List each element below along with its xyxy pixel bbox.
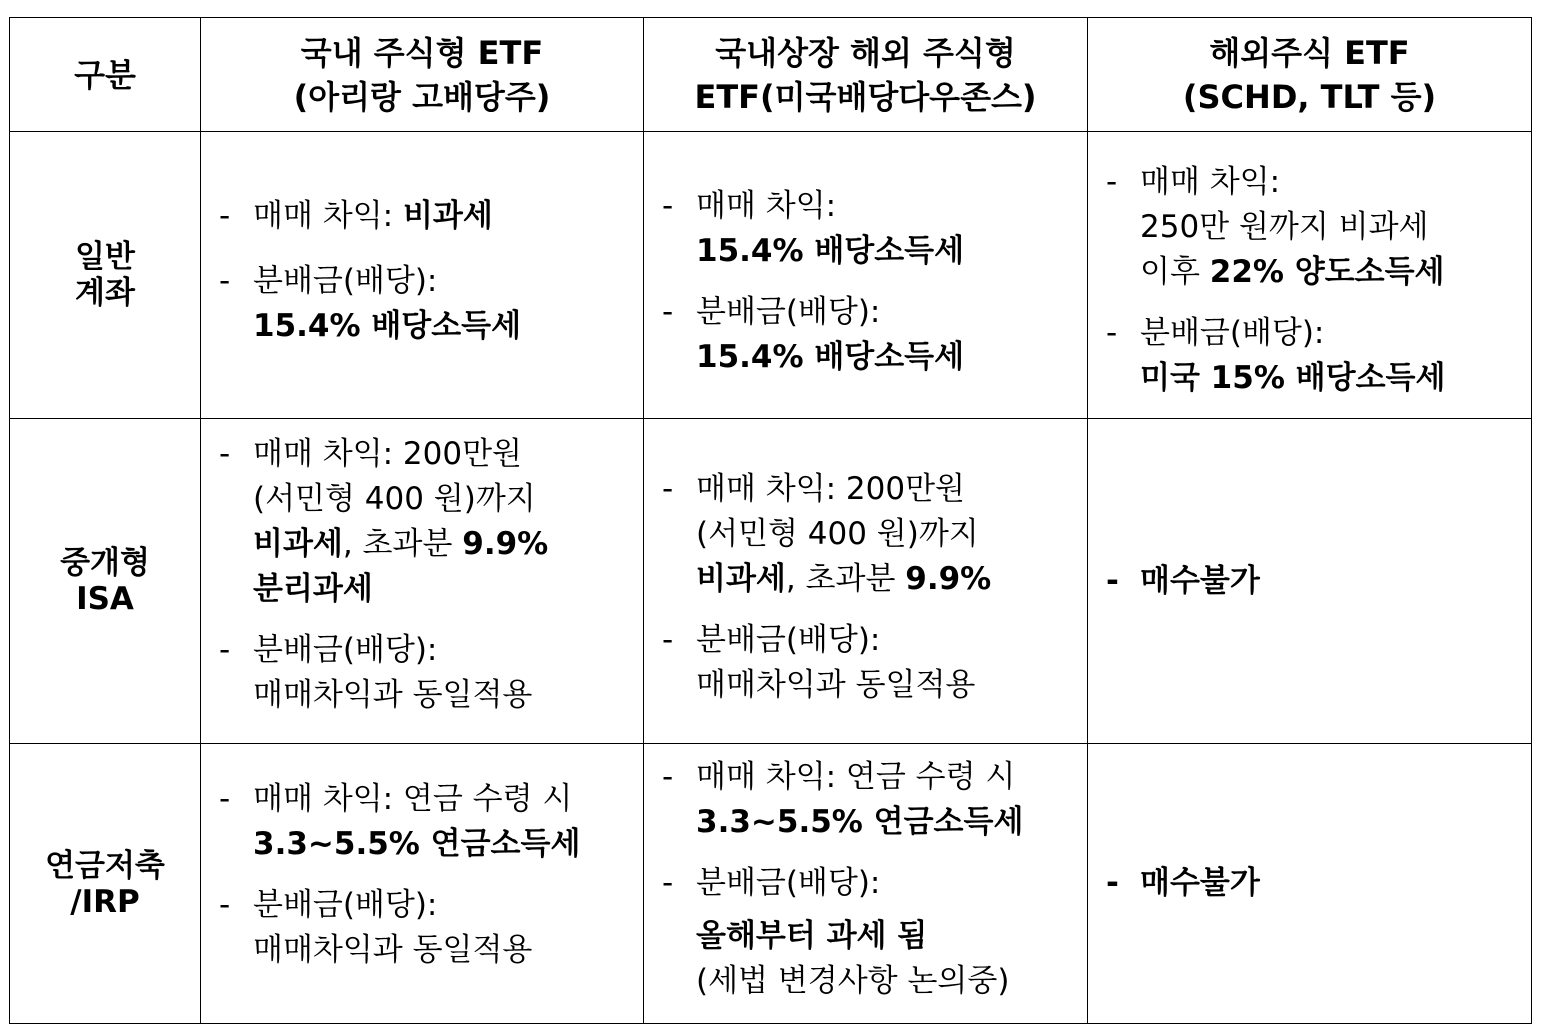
not-purchasable-text: 매수불가 xyxy=(1140,562,1260,599)
trade-line2-bold: 3.3~5.5% 연금소득세 xyxy=(253,826,581,862)
list-item xyxy=(219,432,643,612)
trade-label: 매매 차익: xyxy=(1140,164,1281,200)
trade-label: 매매 차익: xyxy=(253,198,403,234)
list-item xyxy=(662,755,1087,845)
header-domestic-etf xyxy=(201,18,643,131)
trade-line4-bold: 분리과세 xyxy=(253,571,373,607)
trade-line2: 250만 원까지 비과세 xyxy=(1140,209,1429,245)
header-listed-overseas-etf xyxy=(644,18,1087,131)
header-category-label: 구분 xyxy=(74,55,136,94)
row-label-isa xyxy=(10,419,200,743)
trade-line3-mid: , 초과분 xyxy=(785,561,906,597)
bullet-dash: - xyxy=(219,198,231,234)
list-item xyxy=(1106,311,1531,401)
bullet-dash: - xyxy=(662,294,674,330)
bullet-dash: - xyxy=(219,781,231,817)
list-item xyxy=(219,194,643,239)
row-divider-1 xyxy=(9,131,1532,132)
list-item xyxy=(1106,861,1531,906)
list-item xyxy=(662,290,1087,380)
trade-line3-bold: 22% 양도소득세 xyxy=(1209,254,1445,290)
header-domestic-etf-line2: (아리랑 고배당주) xyxy=(293,77,551,116)
header-listed-overseas-etf-line2: ETF(미국배당다우존스) xyxy=(694,77,1037,116)
row-label-line1: 연금저축 xyxy=(45,847,165,884)
bullet-dash: - xyxy=(219,632,231,668)
trade-label: 매매 차익: xyxy=(696,188,837,224)
bullet-dash: - xyxy=(1106,562,1119,599)
trade-line3-bold2: 9.9% xyxy=(905,561,992,597)
cell-general-overseas xyxy=(1088,160,1531,401)
trade-line3-bold1: 비과세 xyxy=(253,526,343,562)
trade-line3-prefix: 이후 xyxy=(1140,254,1210,290)
cell-pension-domestic xyxy=(201,777,643,973)
bullet-dash: - xyxy=(219,263,231,299)
distribution-label: 분배금(배당): xyxy=(253,632,438,668)
header-listed-overseas-etf-line1: 국내상장 해외 주식형 xyxy=(715,33,1016,72)
trade-line1: 매매 차익: 200만원 xyxy=(696,471,965,507)
trade-value: 15.4% 배당소득세 xyxy=(696,233,965,269)
bullet-dash: - xyxy=(1106,164,1118,200)
trade-line2: (서민형 400 원)까지 xyxy=(696,516,979,552)
row-label-general-account xyxy=(10,132,200,418)
bullet-dash: - xyxy=(662,759,674,795)
header-overseas-etf-line2: (SCHD, TLT 등) xyxy=(1182,77,1437,116)
list-item xyxy=(662,618,1087,708)
trade-line1: 매매 차익: 연금 수령 시 xyxy=(253,781,573,817)
header-domestic-etf-line1: 국내 주식형 ETF xyxy=(300,33,544,72)
distribution-label: 분배금(배당): xyxy=(253,263,438,299)
distribution-value: 매매차익과 동일적용 xyxy=(253,677,533,713)
distribution-value: 매매차익과 동일적용 xyxy=(696,667,976,703)
list-item xyxy=(219,777,643,867)
bullet-dash: - xyxy=(662,188,674,224)
trade-line2-bold: 3.3~5.5% 연금소득세 xyxy=(696,804,1024,840)
bullet-dash: - xyxy=(219,887,231,923)
list-item xyxy=(662,467,1087,602)
row-label-line1: 중개형 xyxy=(60,545,150,581)
row-label-line1: 일반 xyxy=(75,239,135,275)
header-overseas-etf xyxy=(1088,18,1531,131)
row-label-pension-irp xyxy=(10,744,200,1023)
distribution-note: (세법 변경사항 논의중) xyxy=(696,963,1010,999)
list-item xyxy=(662,184,1087,274)
cell-isa-domestic xyxy=(201,432,643,718)
list-item xyxy=(1106,160,1531,295)
trade-line3-bold2: 9.9% xyxy=(462,526,549,562)
distribution-value: 15.4% 배당소득세 xyxy=(253,308,522,344)
distribution-label: 분배금(배당): xyxy=(1140,315,1325,351)
list-item xyxy=(662,861,1087,1004)
table-border-right xyxy=(1531,17,1532,1024)
list-item xyxy=(1106,559,1531,604)
row-label-line2: 계좌 xyxy=(75,275,135,311)
distribution-label: 분배금(배당): xyxy=(253,887,438,923)
row-label-line2: ISA xyxy=(76,581,134,617)
cell-general-domestic xyxy=(201,194,643,349)
trade-line1: 매매 차익: 200만원 xyxy=(253,436,522,472)
cell-isa-overseas xyxy=(1088,419,1531,743)
row-label-line2: /IRP xyxy=(70,883,140,920)
distribution-value-bold: 올해부터 과세 됨 xyxy=(696,918,928,954)
table-border-bottom xyxy=(9,1023,1532,1024)
bullet-dash: - xyxy=(662,471,674,507)
bullet-dash: - xyxy=(662,622,674,658)
distribution-label: 분배금(배당): xyxy=(696,865,881,901)
bullet-dash: - xyxy=(1106,865,1119,901)
distribution-value: 매매차익과 동일적용 xyxy=(253,932,533,968)
bullet-dash: - xyxy=(662,865,674,901)
header-overseas-etf-line1: 해외주식 ETF xyxy=(1209,33,1410,72)
cell-pension-overseas xyxy=(1088,744,1531,1023)
distribution-value: 15.4% 배당소득세 xyxy=(696,339,965,375)
bullet-dash: - xyxy=(1106,315,1118,351)
cell-general-listed-overseas xyxy=(644,184,1087,380)
cell-pension-listed-overseas xyxy=(644,755,1087,1004)
trade-line3-mid: , 초과분 xyxy=(342,526,463,562)
header-category xyxy=(10,18,200,131)
list-item xyxy=(219,628,643,718)
distribution-label: 분배금(배당): xyxy=(696,622,881,658)
not-purchasable-text: 매수불가 xyxy=(1140,865,1260,901)
list-item xyxy=(219,259,643,349)
trade-value: 비과세 xyxy=(402,198,493,234)
trade-line1: 매매 차익: 연금 수령 시 xyxy=(696,759,1016,795)
distribution-value: 미국 15% 배당소득세 xyxy=(1140,360,1446,396)
distribution-label: 분배금(배당): xyxy=(696,294,881,330)
cell-isa-listed-overseas xyxy=(644,467,1087,708)
bullet-dash: - xyxy=(219,436,231,472)
list-item xyxy=(219,883,643,973)
trade-line3-bold1: 비과세 xyxy=(696,561,786,597)
trade-line2: (서민형 400 원)까지 xyxy=(253,481,536,517)
